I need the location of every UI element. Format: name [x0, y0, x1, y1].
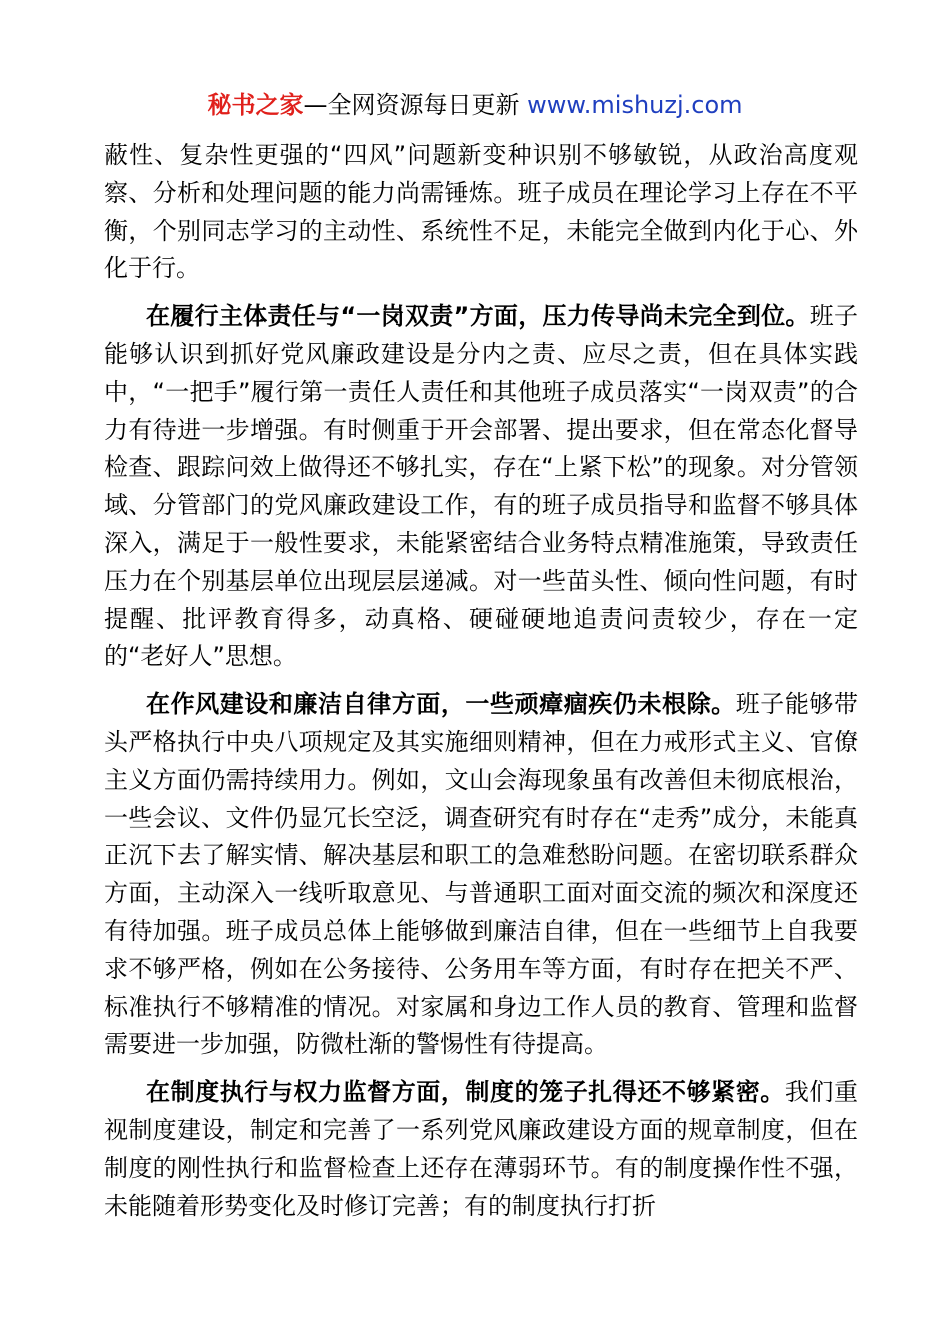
paragraph-body: 我们重视制度建设，制定和完善了一系列党风廉政建设方面的规章制度，但在制度的刚性执行和监督检查上还存在薄弱环节。有的制度操作性不强，未能随着形势变化及时修订完善；有的制度执行打折: [104, 1078, 859, 1220]
site-tagline: —全网资源每日更新: [303, 91, 528, 119]
paragraph-heading: 在作风建设和廉洁自律方面，一些顽瘴痼疾仍未根除。: [146, 690, 736, 719]
paragraph-responsibility: [104, 298, 858, 676]
paragraph-work-style: [104, 686, 858, 1064]
paragraph-continuation: [104, 137, 858, 288]
site-brand: 秘书之家: [207, 91, 304, 119]
document-body: [104, 137, 858, 1225]
paragraph-institution: [104, 1074, 858, 1225]
paragraph-body: 蔽性、复杂性更强的“四风”问题新变种识别不够敏锐，从政治高度观察、分析和处理问题的能力尚需锤炼。班子成员在理论学习上存在不平衡，个别同志学习的主动性、系统性不足，未能完全做到内化于心、外化于行。: [104, 141, 858, 283]
site-header: [0, 88, 950, 122]
site-url-link[interactable]: www.mishuzj.com: [527, 91, 743, 119]
paragraph-heading: 在制度执行与权力监督方面，制度的笼子扎得还不够紧密。: [146, 1078, 785, 1107]
paragraph-body: 班子能够带头严格执行中央八项规定及其实施细则精神，但在力戒形式主义、官僚主义方面仍需持续用力。例如，文山会海现象虽有改善但未彻底根治，一些会议、文件仍显冗长空泛，调查研究有时存在“走秀”成分，未能真正沉下去了解实情、解决基层和职工的急难愁盼问题。在密切联系群众方面，主动深入一线听取意见、与普通职工面对面交流的频次和深度还有待加强。班子成员总体上能够做到廉洁自律，但在一些细节上自我要求不够严格，例如在公务接待、公务用车等方面，有时存在把关不严、标准执行不够精准的情况。对家属和身边工作人员的教育、管理和监督需要进一步加强，防微杜渐的警惕性有待提高。: [104, 690, 859, 1059]
paragraph-heading: 在履行主体责任与“一岗双责”方面，压力传导尚未完全到位。: [146, 302, 810, 331]
paragraph-body: 班子能够认识到抓好党风廉政建设是分内之责、应尽之责，但在具体实践中，“一把手”履行第一责任人责任和其他班子成员落实“一岗双责”的合力有待进一步增强。有时侧重于开会部署、提出要求，但在常态化督导检查、跟踪问效上做得还不够扎实，存在“上紧下松”的现象。对分管领域、分管部门的党风廉政建设工作，有的班子成员指导和监督不够具体深入，满足于一般性要求，未能紧密结合业务特点精准施策，导致责任压力在个别基层单位出现层层递减。对一些苗头性、倾向性问题，有时提醒、批评教育得多，动真格、硬碰硬地追责问责较少，存在一定的“老好人”思想。: [104, 302, 859, 671]
